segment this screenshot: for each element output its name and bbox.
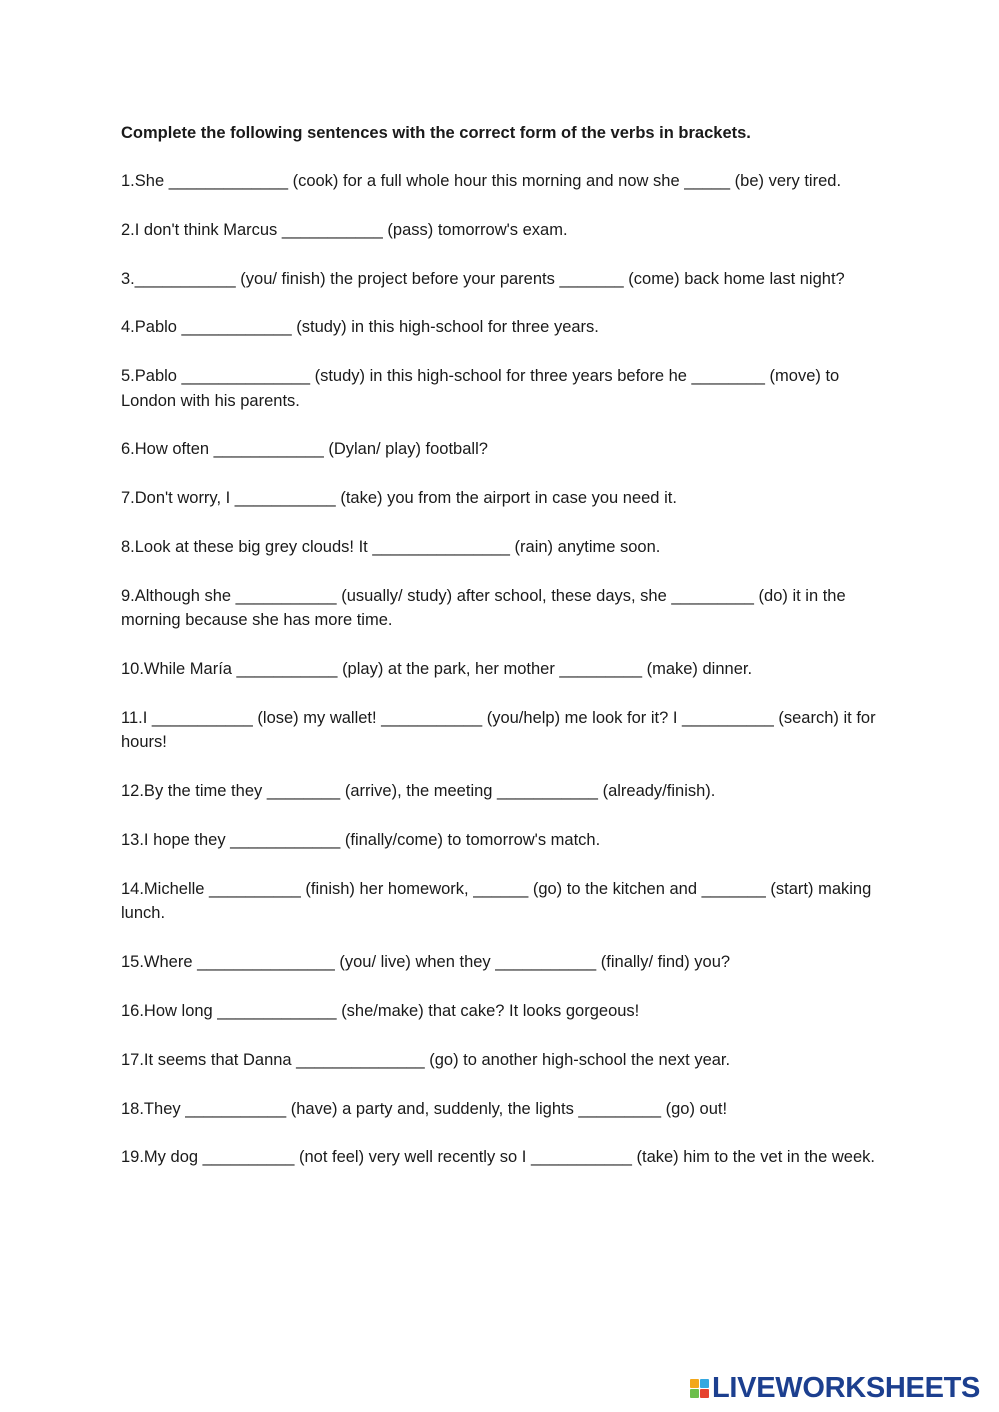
logo-square-3 xyxy=(690,1389,699,1398)
question-4: 4.Pablo ____________ (study) in this high-school for three years. xyxy=(121,318,599,337)
question-8: 8.Look at these big grey clouds! It _______________ (rain) anytime soon. xyxy=(121,538,661,557)
worksheet xyxy=(121,121,881,1194)
question-12: 12.By the time they ________ (arrive), the meeting ___________ (already/finish). xyxy=(121,782,716,801)
question-list xyxy=(121,169,881,1170)
instructions: Complete the following sentences with the correct form of the verbs in brackets. xyxy=(121,124,751,142)
question-13: 13.I hope they ____________ (finally/come) to tomorrow's match. xyxy=(121,831,601,850)
question-16: 16.How long _____________ (she/make) that cake? It looks gorgeous! xyxy=(121,1001,640,1020)
question-10: 10.While María ___________ (play) at the park, her mother _________ (make) dinner. xyxy=(121,660,753,679)
logo-text: LIVEWORKSHEETS xyxy=(712,1372,981,1404)
question-2: 2.I don't think Marcus ___________ (pass) tomorrow's exam. xyxy=(121,220,568,239)
question-5: 5.Pablo ______________ (study) in this high-school for three years before he ________ (move) to London with his parents. xyxy=(121,367,840,410)
liveworksheets-logo-icon xyxy=(690,1379,709,1398)
question-7: 7.Don't worry, I ___________ (take) you from the airport in case you need it. xyxy=(121,489,677,508)
question-15: 15.Where _______________ (you/ live) when they ___________ (finally/ find) you? xyxy=(121,953,731,972)
logo-square-1 xyxy=(690,1379,699,1388)
question-6: 6.How often ____________ (Dylan/ play) football? xyxy=(121,440,488,459)
logo-square-2 xyxy=(700,1379,709,1388)
question-9: 9.Although she ___________ (usually/ study) after school, these days, she _________ (do) it in the morning because she has more time. xyxy=(121,586,846,630)
logo-square-4 xyxy=(700,1389,709,1398)
question-11: 11.I ___________ (lose) my wallet! ___________ (you/help) me look for it? I __________ (search) it for hours! xyxy=(121,708,876,752)
question-18: 18.They ___________ (have) a party and, suddenly, the lights _________ (go) out! xyxy=(121,1099,728,1118)
question-1: 1.She _____________ (cook) for a full whole hour this morning and now she _____ (be) very tired. xyxy=(121,172,842,190)
question-17: 17.It seems that Danna ______________ (go) to another high-school the next year. xyxy=(121,1050,731,1069)
question-14: 14.Michelle __________ (finish) her homework, ______ (go) to the kitchen and _______ (start) making lunch. xyxy=(121,879,872,923)
liveworksheets-logo xyxy=(690,1372,980,1404)
question-19: 19.My dog __________ (not feel) very well recently so I ___________ (take) him to the vet in the week. xyxy=(121,1148,875,1167)
question-3: 3.___________ (you/ finish) the project before your parents _______ (come) back home last night? xyxy=(121,269,845,288)
